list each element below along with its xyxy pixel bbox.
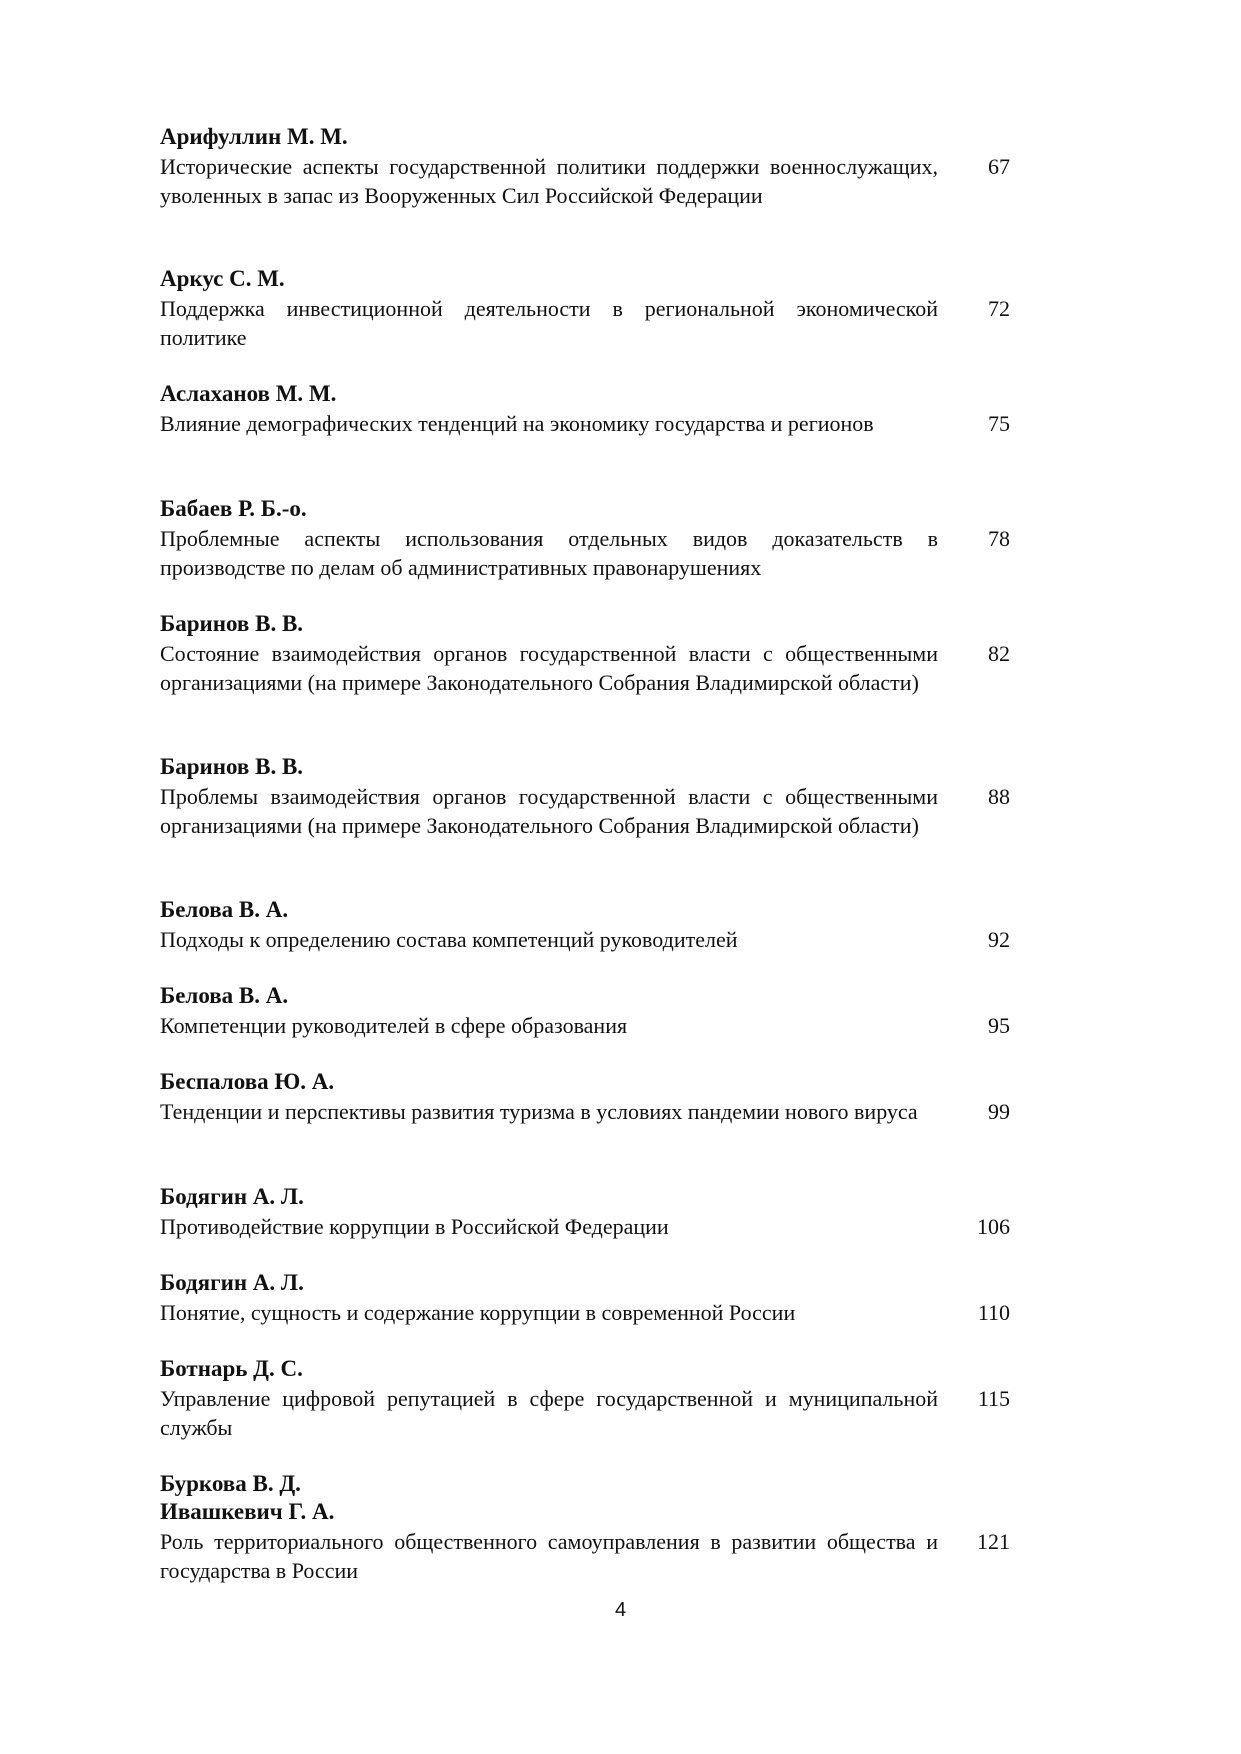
toc-entry bbox=[160, 1270, 1010, 1327]
entry-title[interactable]: Проблемные аспекты использования отдельных видов доказательств в производстве по делам об административных правонарушениях bbox=[160, 526, 938, 580]
toc-entry bbox=[160, 611, 1010, 697]
entry-author: Аслаханов М. М. bbox=[160, 381, 337, 406]
toc-entry bbox=[160, 1184, 1010, 1241]
entry-title[interactable]: Исторические аспекты государственной политики поддержки военнослужащих, уволенных в запас из Вооруженных Сил Российской Федерации bbox=[160, 154, 938, 208]
toc-entry bbox=[160, 496, 1010, 582]
toc-entry bbox=[160, 124, 1010, 210]
entry-page-number[interactable]: 78 bbox=[988, 526, 1010, 551]
entry-title[interactable]: Противодействие коррупции в Российской Федерации bbox=[160, 1214, 669, 1239]
toc-entry bbox=[160, 381, 1010, 438]
entry-page-number[interactable]: 88 bbox=[988, 784, 1010, 809]
entry-author: Беспалова Ю. А. bbox=[160, 1069, 335, 1094]
toc-entry bbox=[160, 983, 1010, 1040]
entry-title[interactable]: Влияние демографических тенденций на экономику государства и регионов bbox=[160, 411, 874, 436]
entry-author: Бодягин А. Л. bbox=[160, 1270, 304, 1295]
entry-author: Аркус С. М. bbox=[160, 266, 285, 291]
entry-page-number[interactable]: 106 bbox=[977, 1214, 1010, 1239]
entry-page-number[interactable]: 95 bbox=[988, 1013, 1010, 1038]
entry-author: Белова В. А. bbox=[160, 897, 289, 922]
entry-page-number[interactable]: 75 bbox=[988, 411, 1010, 436]
entry-page-number[interactable]: 82 bbox=[988, 641, 1010, 666]
footer-page-number: 4 bbox=[614, 1599, 627, 1621]
toc-entry bbox=[160, 266, 1010, 352]
entry-title[interactable]: Состояние взаимодействия органов государственной власти с общественными организациями (на примере Законодательного Собрания Владимирской области) bbox=[160, 641, 938, 695]
entry-coauthor: Ивашкевич Г. А. bbox=[160, 1499, 335, 1524]
entry-author: Арифуллин М. М. bbox=[160, 124, 348, 149]
entry-author: Бодягин А. Л. bbox=[160, 1184, 304, 1209]
toc-entry bbox=[160, 1356, 1010, 1442]
toc-entry bbox=[160, 897, 1010, 954]
entry-title[interactable]: Проблемы взаимодействия органов государственной власти с общественными организациями (на примере Законодательного Собрания Владимирской области) bbox=[160, 784, 938, 838]
entry-author: Ботнарь Д. С. bbox=[160, 1356, 303, 1381]
entry-author: Белова В. А. bbox=[160, 983, 289, 1008]
entry-author: Бабаев Р. Б.-о. bbox=[160, 496, 307, 521]
entry-title[interactable]: Подходы к определению состава компетенций руководителей bbox=[160, 927, 738, 952]
entry-author: Баринов В. В. bbox=[160, 754, 304, 779]
entry-page-number[interactable]: 115 bbox=[977, 1386, 1010, 1411]
entry-author: Баринов В. В. bbox=[160, 611, 304, 636]
entry-page-number[interactable]: 99 bbox=[988, 1099, 1010, 1124]
entry-title[interactable]: Тенденции и перспективы развития туризма в условиях пандемии нового вируса bbox=[160, 1099, 918, 1124]
entry-page-number[interactable]: 72 bbox=[988, 296, 1010, 321]
entry-title[interactable]: Управление цифровой репутацией в сфере государственной и муниципальной службы bbox=[160, 1386, 938, 1440]
entry-title[interactable]: Поддержка инвестиционной деятельности в региональной экономической политике bbox=[160, 296, 938, 350]
entry-title[interactable]: Роль территориального общественного самоуправления в развитии общества и государства в России bbox=[160, 1529, 938, 1583]
entry-page-number[interactable]: 92 bbox=[988, 927, 1010, 952]
entry-title[interactable]: Понятие, сущность и содержание коррупции в современной России bbox=[160, 1300, 796, 1325]
toc-entry bbox=[160, 1471, 1010, 1585]
toc-entry bbox=[160, 754, 1010, 840]
entry-page-number[interactable]: 110 bbox=[977, 1300, 1010, 1325]
entry-author: Буркова В. Д. bbox=[160, 1471, 301, 1496]
entry-page-number[interactable]: 67 bbox=[988, 154, 1010, 179]
toc-entry bbox=[160, 1069, 1010, 1126]
entry-page-number[interactable]: 121 bbox=[977, 1529, 1010, 1554]
entry-title[interactable]: Компетенции руководителей в сфере образования bbox=[160, 1013, 628, 1038]
